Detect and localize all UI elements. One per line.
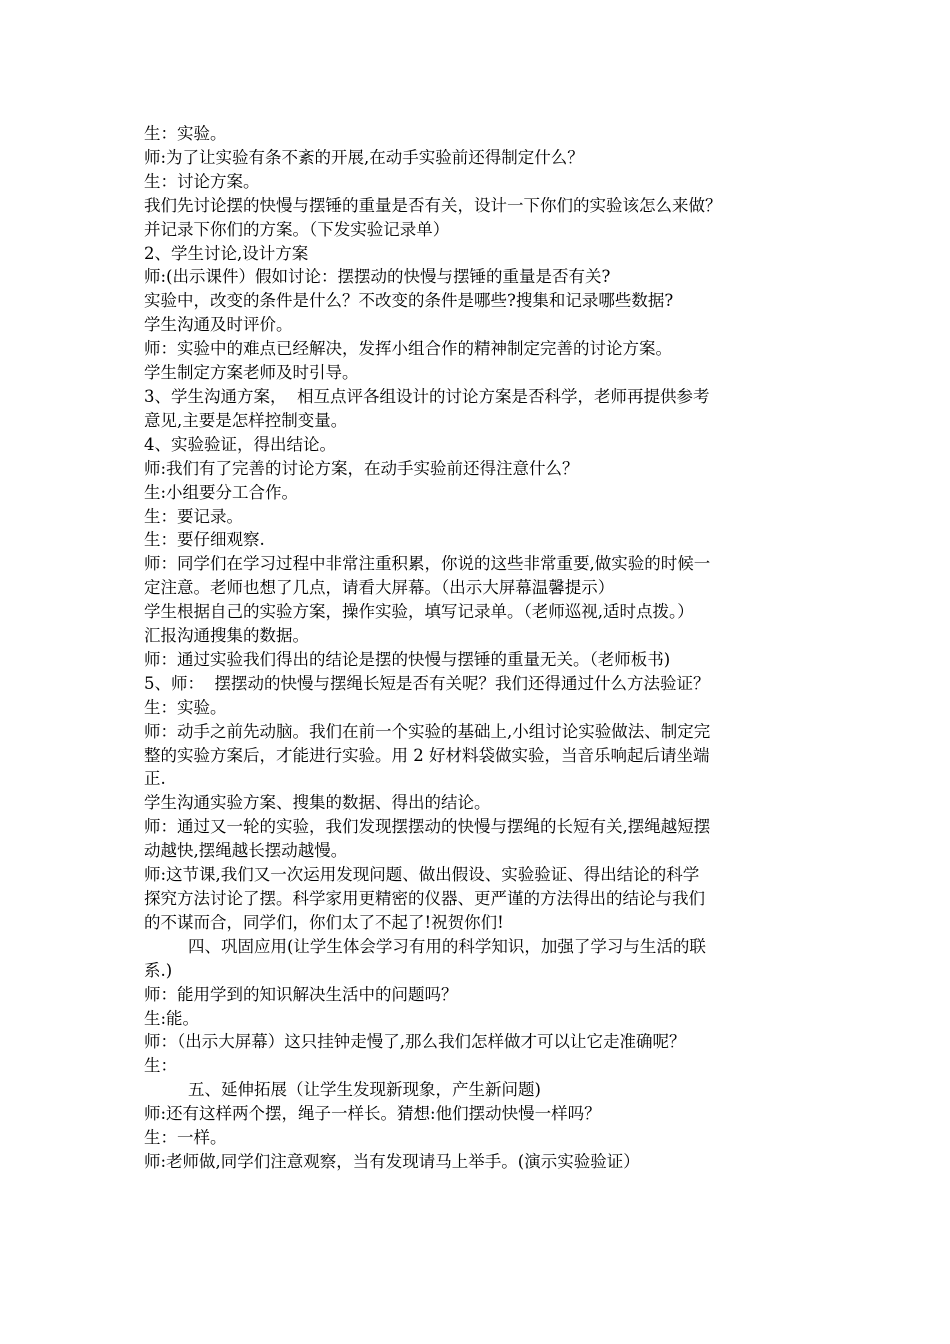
- text-line: 正.: [144, 769, 166, 789]
- text-line: 4、实验验证，得出结论。: [144, 434, 336, 454]
- text-line: 学生根据自己的实验方案，操作实验，填写记录单。（老师巡视,适时点拨。）: [144, 602, 694, 622]
- text-line: 生：讨论方案。: [144, 171, 260, 191]
- text-line: 2、学生讨论,设计方案: [144, 243, 309, 263]
- text-line: 探究方法讨论了摆。科学家用更精密的仪器、更严谨的方法得出的结论与我们: [144, 889, 705, 908]
- text-line: 实验中，改变的条件是什么？不改变的条件是哪些?搜集和记录哪些数据?: [144, 291, 674, 311]
- text-line: 生:小组要分工合作。: [144, 482, 299, 502]
- text-line: 五、延伸拓展（让学生发现新现象，产生新问题): [188, 1080, 541, 1100]
- text-line: 生：实验。: [144, 124, 227, 143]
- text-line: 师：动手之前先动脑。我们在前一个实验的基础上,小组讨论实验做法、制定完: [144, 721, 711, 741]
- text-line: 我们先讨论摆的快慢与摆锤的重量是否有关，设计一下你们的实验该怎么来做？: [144, 195, 722, 215]
- text-line: 系.): [144, 960, 173, 980]
- text-line: 3、学生沟通方案， 相互点评各组设计的讨论方案是否科学，老师再提供参考: [144, 386, 710, 406]
- text-line: 四、巩固应用(让学生体会学习有用的科学知识，加强了学习与生活的联: [188, 936, 706, 956]
- text-line: 师：（出示大屏幕）这只挂钟走慢了,那么我们怎样做才可以让它走准确呢？: [144, 1032, 686, 1052]
- text-line: 生：要记录。: [144, 506, 243, 526]
- text-line: 整的实验方案后，才能进行实验。用 2 好材料袋做实验，当音乐响起后请坐端: [144, 745, 710, 765]
- document-page: [144, 122, 819, 1174]
- text-line: 师:老师做,同学们注意观察，当有发现请马上举手。(演示实验验证）: [144, 1151, 640, 1171]
- text-line: 师：通过实验我们得出的结论是摆的快慢与摆锤的重量无关。（老师板书): [144, 649, 671, 669]
- text-line: 生:能。: [144, 1008, 200, 1028]
- text-line: 师:还有这样两个摆，绳子一样长。猜想:他们摆动快慢一样吗？: [144, 1104, 601, 1124]
- text-line: 师：通过又一轮的实验，我们发现摆摆动的快慢与摆绳的长短有关,摆绳越短摆: [144, 817, 711, 837]
- text-line: 学生制定方案老师及时引导。: [144, 363, 359, 383]
- text-line: 生：实验。: [144, 697, 227, 717]
- text-line: 师：同学们在学习过程中非常注重积累，你说的这些非常重要,做实验的时候一: [144, 554, 711, 574]
- text-line: 生：: [144, 1056, 177, 1076]
- text-line: 并记录下你们的方案。（下发实验记录单）: [144, 219, 450, 239]
- text-line: 师:(出示课件）假如讨论：摆摆动的快慢与摆锤的重量是否有关?: [144, 267, 611, 287]
- text-line: 汇报沟通搜集的数据。: [144, 626, 309, 646]
- text-line: 师：实验中的难点已经解决，发挥小组合作的精神制定完善的讨论方案。: [144, 339, 672, 359]
- text-line: 动越快,摆绳越长摆动越慢。: [144, 841, 348, 861]
- text-line: 生：一样。: [144, 1128, 227, 1148]
- text-line: 意见,主要是怎样控制变量。: [144, 410, 348, 430]
- text-line: 的不谋而合，同学们，你们太了不起了!祝贺你们!: [144, 912, 504, 932]
- text-line: 师:我们有了完善的讨论方案，在动手实验前还得注意什么？: [144, 458, 579, 478]
- text-line: 定注意。老师也想了几点，请看大屏幕。（出示大屏幕温馨提示）: [144, 578, 615, 598]
- text-line: 师:为了让实验有条不紊的开展,在动手实验前还得制定什么？: [144, 147, 584, 167]
- text-line: 生：要仔细观察.: [144, 530, 265, 550]
- text-line: 师:这节课,我们又一次运用发现问题、做出假设、实验验证、得出结论的科学: [144, 865, 700, 885]
- text-line: 师：能用学到的知识解决生活中的问题吗？: [144, 984, 458, 1004]
- text-line: 学生沟通实验方案、搜集的数据、得出的结论。: [144, 793, 491, 813]
- text-line: 5、师： 摆摆动的快慢与摆绳长短是否有关呢？我们还得通过什么方法验证？: [144, 673, 710, 693]
- text-line: 学生沟通及时评价。: [144, 315, 293, 335]
